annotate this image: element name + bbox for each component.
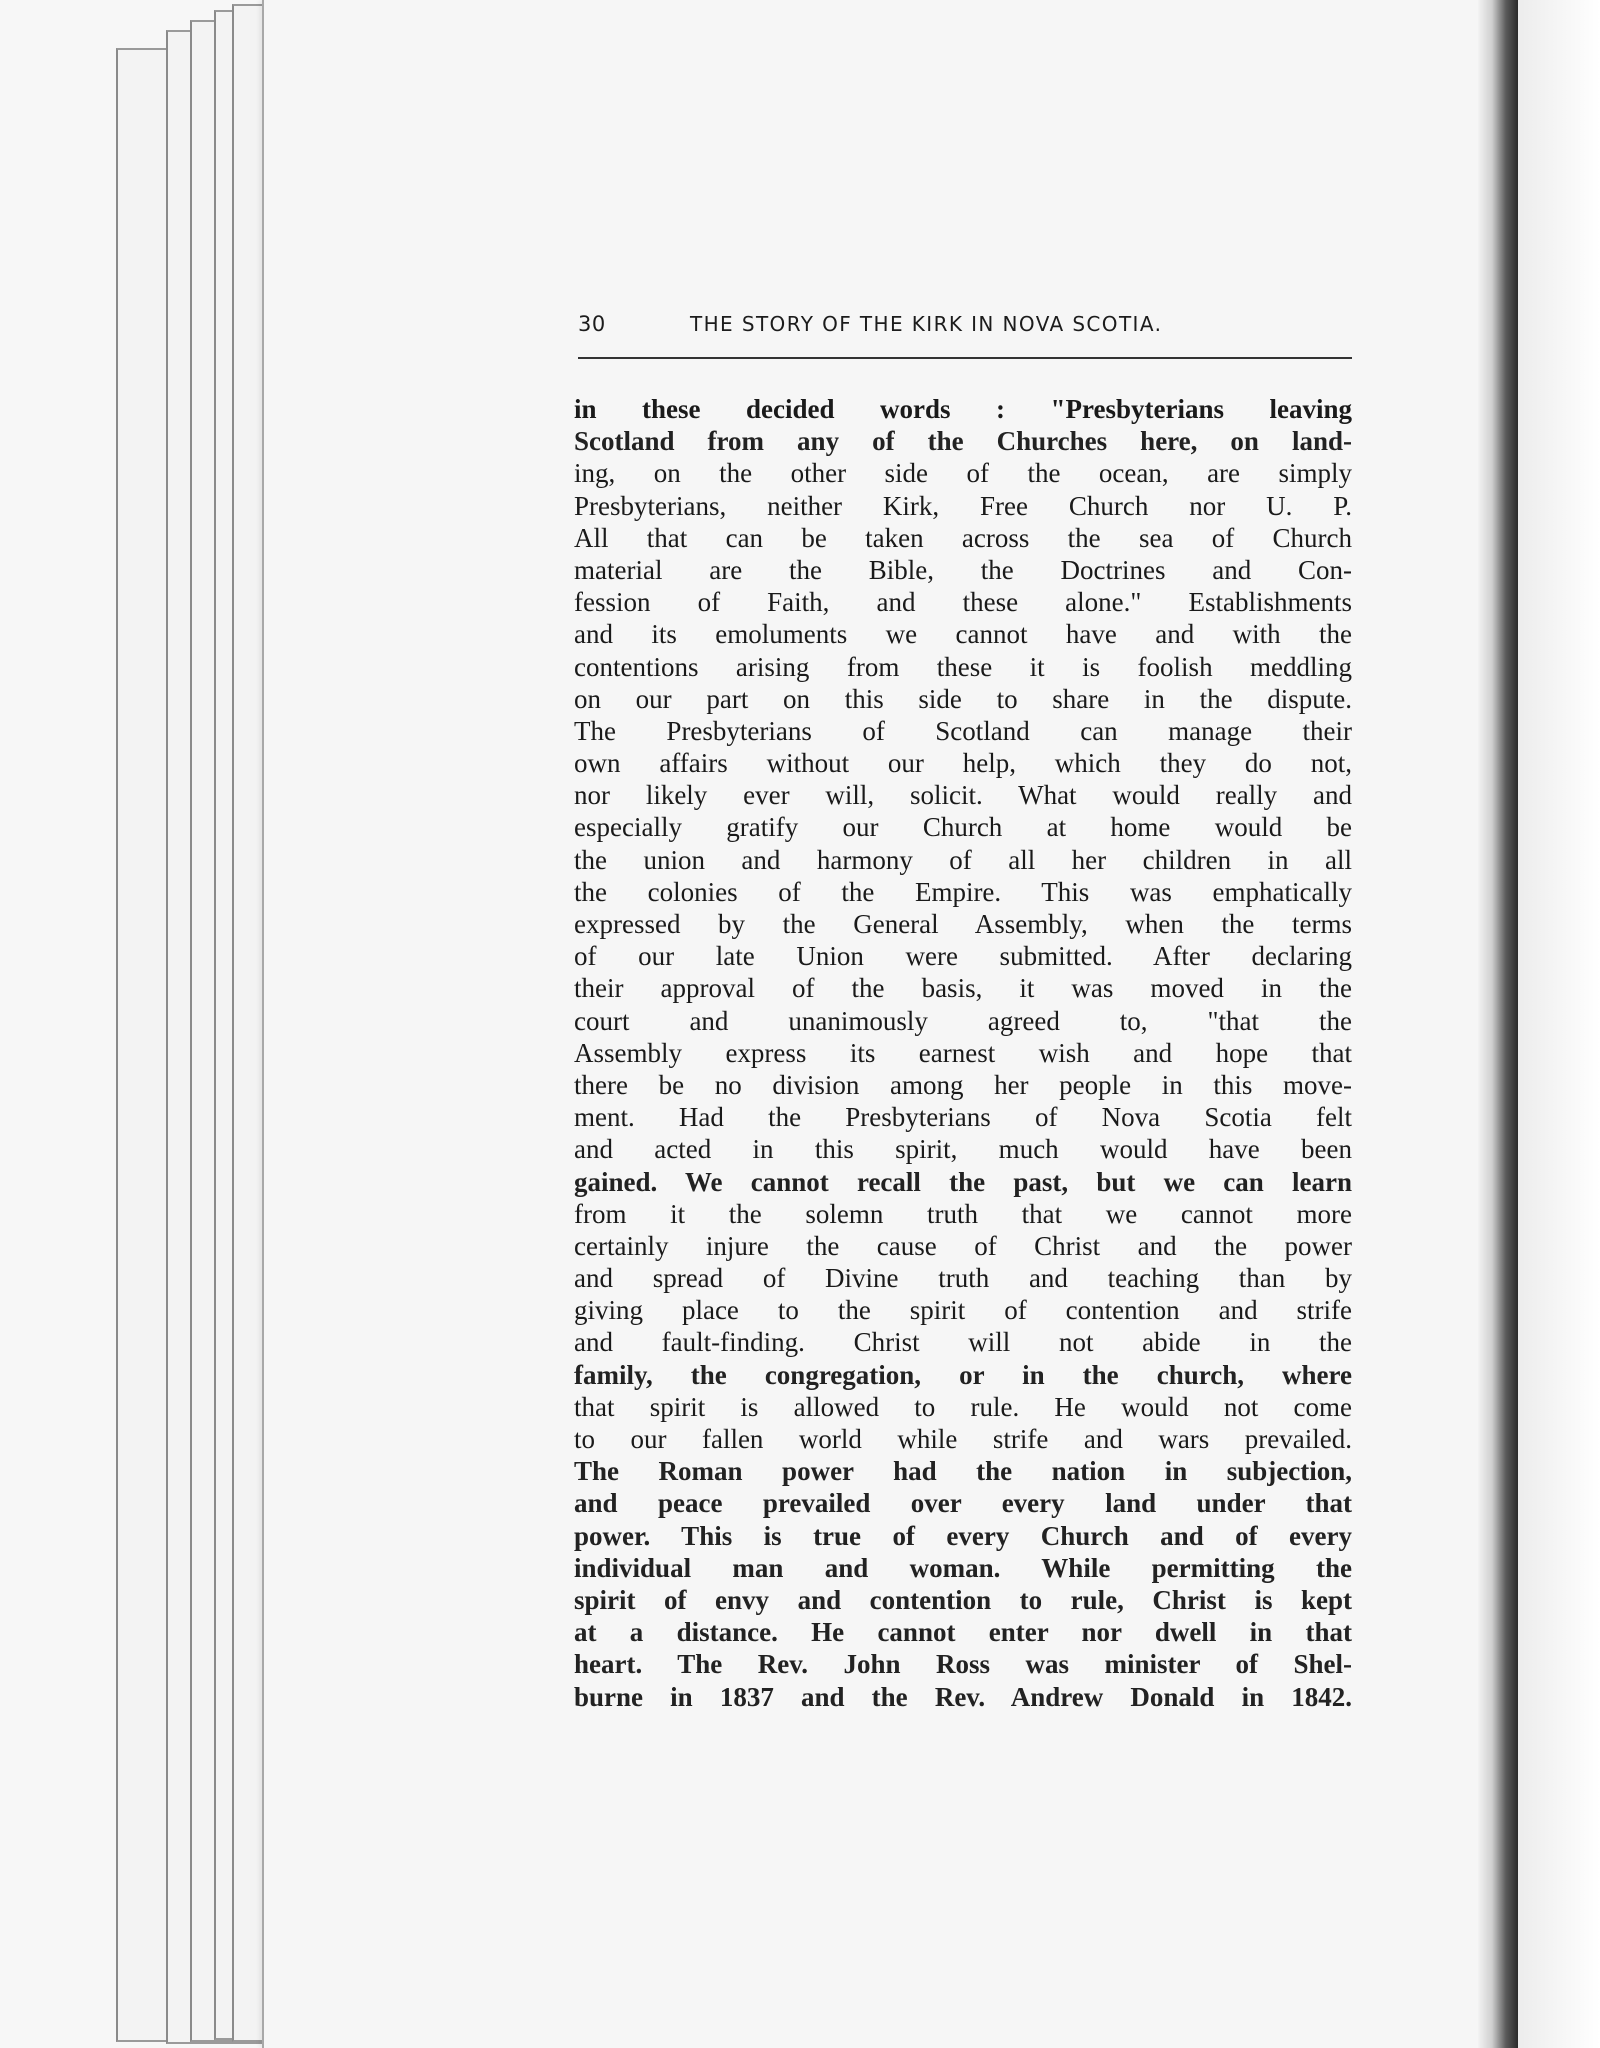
text-line: material are the Bible, the Doctrines and Con- bbox=[574, 554, 1352, 585]
text-line: giving place to the spirit of contention and strife bbox=[574, 1295, 1352, 1326]
text-line: to our fallen world while strife and wars prevailed. bbox=[574, 1424, 1352, 1454]
text-line: certainly injure the cause of Christ and the power bbox=[574, 1230, 1352, 1261]
text-line: there be no division among her people in this move- bbox=[574, 1069, 1352, 1100]
text-line: gained. We cannot recall the past, but we can learn bbox=[574, 1166, 1352, 1197]
text-line: especially gratify our Church at home would be bbox=[574, 812, 1352, 843]
text-line: nor likely ever will, solicit. What would really and bbox=[574, 780, 1352, 811]
text-line: own affairs without our help, which they do not, bbox=[574, 748, 1352, 779]
running-head bbox=[578, 312, 1352, 352]
running-head-title: THE STORY OF THE KIRK IN NOVA SCOTIA. bbox=[690, 312, 1163, 336]
text-line: and acted in this spirit, much would have been bbox=[574, 1134, 1352, 1165]
text-line: Scotland from any of the Churches here, on land- bbox=[574, 426, 1352, 457]
text-line: Presbyterians, neither Kirk, Free Church nor U. P. bbox=[574, 490, 1352, 521]
text-line: individual man and woman. While permitting the bbox=[574, 1552, 1352, 1583]
text-line: ment. Had the Presbyterians of Nova Scotia felt bbox=[574, 1102, 1352, 1133]
text-line: court and unanimously agreed to, "that the bbox=[574, 1005, 1352, 1036]
text-line: in these decided words : "Presbyterians leaving bbox=[574, 394, 1352, 424]
text-line: The Roman power had the nation in subjection, bbox=[574, 1456, 1352, 1487]
text-line: contentions arising from these it is foolish meddling bbox=[574, 651, 1352, 682]
text-line: The Presbyterians of Scotland can manage their bbox=[574, 715, 1352, 746]
text-line: All that can be taken across the sea of Church bbox=[574, 522, 1352, 553]
text-line: Assembly express its earnest wish and hope that bbox=[574, 1037, 1352, 1068]
text-line: and peace prevailed over every land under that bbox=[574, 1488, 1352, 1519]
text-line: expressed by the General Assembly, when the terms bbox=[574, 909, 1352, 939]
text-line: the colonies of the Empire. This was emphatically bbox=[574, 876, 1352, 907]
text-line: heart. The Rev. John Ross was minister of Shel- bbox=[574, 1649, 1352, 1680]
text-line: at a distance. He cannot enter nor dwell in that bbox=[574, 1617, 1352, 1648]
text-line: family, the congregation, or in the church, where bbox=[574, 1359, 1352, 1390]
page-number: 30 bbox=[578, 312, 606, 336]
text-line: their approval of the basis, it was moved in the bbox=[574, 973, 1352, 1004]
text-line: and fault-finding. Christ will not abide in the bbox=[574, 1327, 1352, 1358]
text-line: on our part on this side to share in the dispute. bbox=[574, 683, 1352, 714]
book-gutter bbox=[1478, 0, 1518, 2048]
header-rule bbox=[578, 357, 1352, 359]
text-line: and spread of Divine truth and teaching than by bbox=[574, 1263, 1352, 1294]
text-line: that spirit is allowed to rule. He would not come bbox=[574, 1391, 1352, 1422]
body-text bbox=[574, 393, 1352, 1713]
text-line: ing, on the other side of the ocean, are simply bbox=[574, 458, 1352, 489]
text-line: fession of Faith, and these alone." Establishments bbox=[574, 587, 1352, 618]
text-line: and its emoluments we cannot have and with the bbox=[574, 619, 1352, 650]
text-line: power. This is true of every Church and of every bbox=[574, 1520, 1352, 1551]
text-line: burne in 1837 and the Rev. Andrew Donald in 1842. bbox=[574, 1681, 1352, 1712]
text-line: spirit of envy and contention to rule, Christ is kept bbox=[574, 1584, 1352, 1615]
text-line: of our late Union were submitted. After declaring bbox=[574, 941, 1352, 972]
facing-page-edge bbox=[1518, 0, 1600, 2048]
text-line: from it the solemn truth that we cannot more bbox=[574, 1198, 1352, 1229]
text-line: the union and harmony of all her children in all bbox=[574, 844, 1352, 875]
